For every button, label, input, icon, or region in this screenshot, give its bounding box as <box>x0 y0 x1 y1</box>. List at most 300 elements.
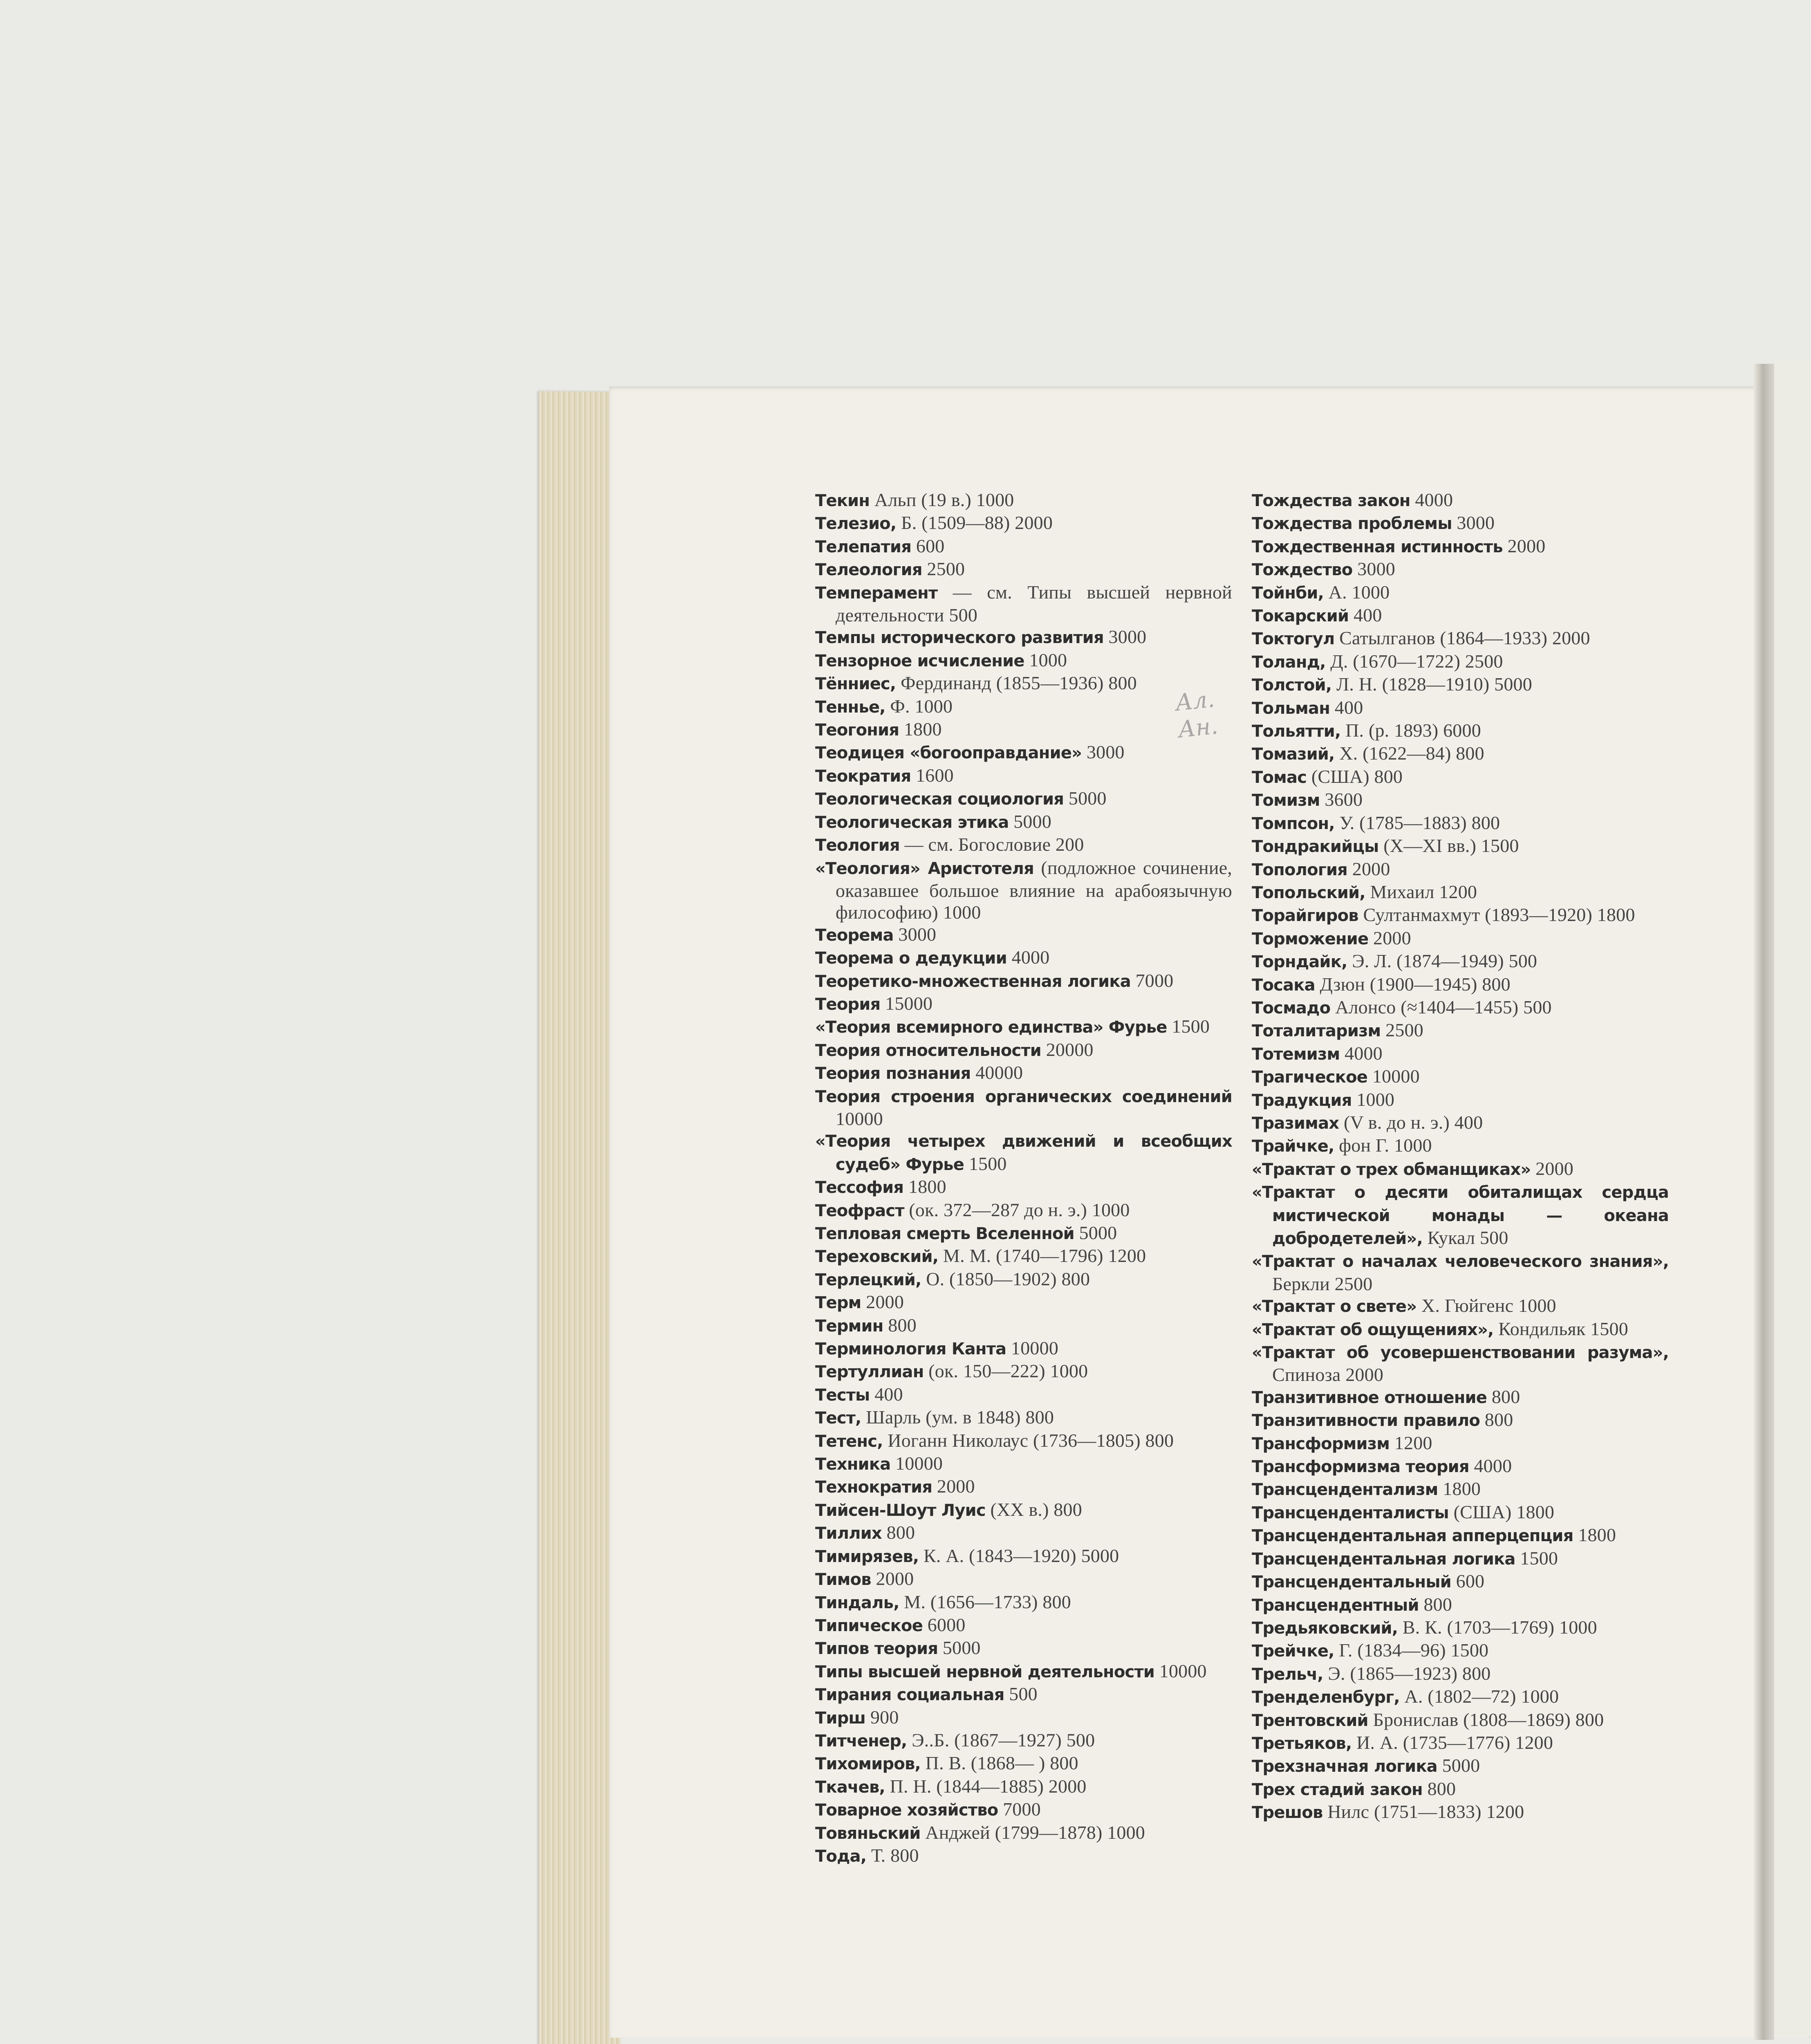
index-entry <box>1252 1709 1669 1732</box>
entry-term: Торможение <box>1252 929 1369 948</box>
entry-term: Трансцендентальный <box>1252 1573 1451 1592</box>
index-entry <box>815 1268 1232 1291</box>
index-entry <box>1252 1455 1669 1478</box>
entry-details: — см. Богословие 200 <box>904 834 1084 855</box>
entry-term: Тимов <box>815 1570 871 1589</box>
index-entry <box>815 512 1232 535</box>
entry-term: Теологическая социология <box>815 790 1064 809</box>
index-entry <box>1252 1570 1669 1593</box>
entry-details: 4000 <box>1345 1042 1383 1064</box>
entry-term: Титченер, <box>815 1731 907 1750</box>
entry-details: 2000 <box>876 1568 914 1589</box>
index-entry <box>815 1430 1232 1452</box>
next-page-edge <box>1774 360 1811 2036</box>
entry-term: Теодицея «богооправдание» <box>815 744 1082 763</box>
entry-term: Тимирязев, <box>815 1547 919 1566</box>
entry-details: Кукал 500 <box>1427 1227 1508 1248</box>
entry-details: 400 <box>1353 605 1382 626</box>
index-entry <box>815 1199 1232 1222</box>
index-entry <box>1252 1594 1669 1616</box>
entry-term: Трейчке, <box>1252 1642 1334 1661</box>
entry-term: Техника <box>815 1455 891 1474</box>
index-entry <box>1252 673 1669 696</box>
entry-term: Термин <box>815 1316 883 1336</box>
entry-details: фон Г. 1000 <box>1339 1135 1432 1156</box>
index-entry <box>815 811 1232 834</box>
entry-details: П. В. (1868— ) 800 <box>925 1753 1078 1774</box>
index-entry <box>815 1130 1232 1176</box>
entry-term: Трансценденталисты <box>1252 1503 1449 1522</box>
entry-term: Торндайк, <box>1252 953 1347 972</box>
index-entry <box>815 1775 1232 1798</box>
index-entry <box>815 1406 1232 1429</box>
entry-details: Г. (1834—96) 1500 <box>1339 1640 1489 1661</box>
entry-term: Тренделенбург, <box>1252 1688 1400 1707</box>
index-entry <box>815 1039 1232 1062</box>
entry-term: Тиндаль, <box>815 1593 899 1612</box>
entry-details: 800 <box>1427 1778 1456 1799</box>
entry-term: «Трактат о свете» <box>1252 1297 1417 1316</box>
entry-details: 400 <box>874 1383 903 1405</box>
entry-term: Транзитивности правило <box>1252 1411 1480 1430</box>
entry-term: Топольский, <box>1252 883 1365 902</box>
index-entry <box>815 1591 1232 1614</box>
entry-details: 1500 <box>1520 1547 1558 1569</box>
entry-term: «Трактат об усовершенствовании разума», <box>1252 1343 1669 1363</box>
entry-term: Трансцендентальная апперцепция <box>1252 1526 1573 1546</box>
entry-term: Телепатия <box>815 537 912 556</box>
index-entry <box>815 857 1232 923</box>
entry-term: Топология <box>1252 860 1348 879</box>
entry-details: 2000 <box>937 1476 975 1497</box>
index-entry <box>815 1798 1232 1821</box>
entry-details: 3000 <box>1108 626 1147 648</box>
entry-term: Товарное хозяйство <box>815 1801 998 1820</box>
entry-details: П. (р. 1893) 6000 <box>1345 720 1481 741</box>
entry-term: Тождество <box>1252 560 1353 580</box>
entry-details: А. 1000 <box>1328 581 1390 603</box>
book-gutter <box>1754 364 1774 2040</box>
entry-term: Традукция <box>1252 1091 1352 1110</box>
entry-details: 1000 <box>1356 1089 1395 1110</box>
index-entry <box>1252 1778 1669 1801</box>
index-entry <box>1252 835 1669 858</box>
entry-details: Х. (1622—84) 800 <box>1339 743 1484 764</box>
entry-term: Трансцендентный <box>1252 1596 1419 1615</box>
entry-term: Теннье, <box>815 697 885 717</box>
entry-details: 1800 <box>908 1176 946 1197</box>
index-entry <box>815 834 1232 856</box>
entry-term: Тосака <box>1252 975 1315 995</box>
index-entry <box>815 626 1232 649</box>
entry-term: Теория <box>815 995 881 1014</box>
entry-term: Темпы исторического развития <box>815 628 1104 648</box>
index-entry <box>815 970 1232 993</box>
entry-term: Терлецкий, <box>815 1270 921 1289</box>
entry-term: Тертуллиан <box>815 1363 924 1382</box>
entry-term: Темперамент <box>815 583 938 603</box>
index-entry <box>1252 1432 1669 1455</box>
entry-details: 800 <box>1423 1594 1452 1615</box>
entry-term: «Теория всемирного единства» Фурье <box>815 1018 1167 1037</box>
entry-term: Тереховский, <box>815 1247 939 1266</box>
entry-term: Тихомиров, <box>815 1755 921 1774</box>
index-entry <box>1252 697 1669 719</box>
entry-term: Торайгиров <box>1252 906 1358 926</box>
index-entry <box>815 1085 1232 1130</box>
entry-term: Тоталитаризм <box>1252 1022 1381 1041</box>
index-entry <box>815 1360 1232 1383</box>
entry-details: Иоганн Николаус (1736—1805) 800 <box>888 1430 1174 1451</box>
index-entry <box>815 1222 1232 1245</box>
index-entry <box>1252 1134 1669 1157</box>
index-entry <box>1252 1755 1669 1777</box>
entry-term: Трагическое <box>1252 1068 1368 1087</box>
entry-term: Тредьяковский, <box>1252 1618 1398 1638</box>
entry-term: «Трактат о началах человеческого знания», <box>1252 1252 1669 1271</box>
index-entry <box>815 1683 1232 1706</box>
entry-details: (X—XI вв.) 1500 <box>1383 835 1519 856</box>
index-entry <box>815 1245 1232 1268</box>
index-entry <box>1252 973 1669 996</box>
index-entry <box>815 1291 1232 1314</box>
entry-details: 10000 <box>836 1108 883 1129</box>
entry-details: 800 <box>1491 1386 1520 1407</box>
entry-term: Телеология <box>815 560 922 580</box>
entry-term: Тирш <box>815 1708 866 1728</box>
entry-details: 2000 <box>1352 858 1390 879</box>
entry-details: 3000 <box>1086 742 1125 763</box>
entry-details: 5000 <box>942 1637 981 1659</box>
entry-details: 5000 <box>1442 1755 1480 1776</box>
index-entry <box>815 1568 1232 1591</box>
entry-term: Токтогул <box>1252 630 1335 649</box>
entry-term: Типическое <box>815 1616 923 1635</box>
entry-details: — см. Типы высшей нервной деятельности 500 <box>836 581 1233 626</box>
entry-details: 15000 <box>885 993 933 1014</box>
entry-details: Султанмахмут (1893—1920) 1800 <box>1363 904 1635 926</box>
index-entry <box>815 1614 1232 1637</box>
index-entry <box>815 1845 1232 1867</box>
entry-term: Ткачев, <box>815 1777 885 1797</box>
entry-term: Типов теория <box>815 1639 938 1659</box>
entry-details: Шарль (ум. в 1848) 800 <box>866 1407 1054 1428</box>
index-entry <box>1252 881 1669 904</box>
entry-details: Б. (1509—88) 2000 <box>901 512 1053 533</box>
index-entry <box>1252 789 1669 811</box>
index-entry <box>815 649 1232 672</box>
index-entry <box>1252 719 1669 742</box>
entry-term: Теорема <box>815 926 894 945</box>
index-entry <box>815 581 1232 626</box>
entry-details: (США) 1800 <box>1453 1501 1555 1522</box>
index-entry <box>1252 581 1669 604</box>
entry-details: 6000 <box>927 1614 966 1635</box>
entry-details: М. (1656—1733) 800 <box>904 1591 1071 1612</box>
entry-term: Теория строения органических соединений <box>815 1087 1232 1106</box>
index-entry <box>1252 1295 1669 1318</box>
index-entry <box>1252 1318 1669 1341</box>
index-entry <box>1252 1639 1669 1662</box>
index-entry <box>815 741 1232 764</box>
entry-details: 900 <box>870 1706 899 1728</box>
entry-term: Тосмадо <box>1252 998 1331 1018</box>
index-entry <box>1252 558 1669 581</box>
entry-term: Трайчке, <box>1252 1137 1334 1156</box>
entry-details: А. (1802—72) 1000 <box>1404 1686 1559 1707</box>
entry-term: Тольман <box>1252 699 1330 718</box>
entry-details: Алонсо (≈1404—1455) 500 <box>1335 996 1552 1018</box>
entry-details: Ф. 1000 <box>890 695 953 717</box>
index-entry <box>1252 535 1669 558</box>
index-entry <box>815 1822 1232 1845</box>
entry-term: Томпсон, <box>1252 814 1335 833</box>
index-entry <box>815 923 1232 946</box>
index-entry <box>1252 650 1669 673</box>
entry-details: Л. Н. (1828—1910) 5000 <box>1336 674 1532 695</box>
index-entry <box>1252 1801 1669 1824</box>
entry-term: Телезио, <box>815 514 897 533</box>
entry-term: Тойнби, <box>1252 583 1324 603</box>
index-entry <box>815 672 1232 695</box>
entry-details: 1500 <box>1172 1016 1210 1037</box>
entry-term: Томас <box>1252 768 1307 787</box>
entry-term: Тотемизм <box>1252 1044 1340 1064</box>
index-entry <box>1252 512 1669 535</box>
entry-term: Теология <box>815 836 900 855</box>
entry-term: Тетенс, <box>815 1432 883 1451</box>
entry-term: Томизм <box>1252 791 1320 810</box>
entry-details: Спиноза 2000 <box>1272 1364 1384 1385</box>
entry-details: 4000 <box>1011 947 1050 968</box>
entry-details: Э. (1865—1923) 800 <box>1328 1663 1491 1684</box>
entry-term: Теологическая этика <box>815 813 1009 832</box>
entry-details: (ок. 372—287 до н. э.) 1000 <box>909 1199 1130 1220</box>
index-entry <box>1252 927 1669 950</box>
index-entry <box>1252 1478 1669 1501</box>
entry-details: М. М. (1740—1796) 1200 <box>943 1245 1146 1266</box>
entry-details: Кондильяк 1500 <box>1498 1318 1628 1339</box>
entry-details: 2500 <box>927 558 965 580</box>
index-entry <box>1252 489 1669 512</box>
index-entry <box>815 558 1232 581</box>
entry-term: Трельч, <box>1252 1665 1323 1684</box>
entry-details: Сатылганов (1864—1933) 2000 <box>1339 628 1590 649</box>
entry-details: (V в. до н. э.) 400 <box>1343 1112 1483 1133</box>
entry-details: О. (1850—1902) 800 <box>926 1268 1090 1289</box>
entry-term: Тода, <box>815 1847 867 1866</box>
entry-term: Тольятти, <box>1252 722 1341 741</box>
index-entry <box>815 1452 1232 1475</box>
index-entry <box>815 489 1232 512</box>
index-entry <box>1252 1158 1669 1181</box>
entry-details: 600 <box>916 535 945 556</box>
entry-term: Тест, <box>815 1409 861 1428</box>
entry-term: «Трактат о трех обманщиках» <box>1252 1160 1531 1179</box>
entry-term: Трансцендентальная логика <box>1252 1549 1515 1569</box>
entry-details: У. (1785—1883) 800 <box>1339 812 1500 833</box>
entry-details: 1800 <box>1578 1524 1616 1546</box>
entry-term: Типы высшей нервной деятельности <box>815 1662 1155 1681</box>
entry-details: Бронислав (1808—1869) 800 <box>1373 1709 1604 1730</box>
page-edges <box>539 391 621 2044</box>
entry-details: 2000 <box>1507 535 1546 556</box>
entry-details: 2500 <box>1385 1020 1423 1041</box>
entry-term: «Теория четырех движений и всеобщих судеб» Фурье <box>815 1132 1232 1174</box>
entry-term: Тразимах <box>1252 1114 1339 1133</box>
index-entry <box>1252 1685 1669 1708</box>
entry-term: Транзитивное отношение <box>1252 1388 1487 1407</box>
index-entry <box>1252 812 1669 835</box>
entry-details: Х. Гюйгенс 1000 <box>1421 1295 1556 1316</box>
entry-term: Текин <box>815 491 870 510</box>
entry-term: Трансформизма теория <box>1252 1457 1469 1477</box>
entry-term: Трешов <box>1252 1803 1323 1822</box>
entry-term: Тиллих <box>815 1524 882 1543</box>
entry-details: 4000 <box>1474 1455 1512 1477</box>
index-entry <box>1252 1501 1669 1524</box>
entry-term: Толстой, <box>1252 676 1332 695</box>
entry-details: П. Н. (1844—1885) 2000 <box>890 1775 1087 1797</box>
entry-details: (подложное сочинение, оказавшее большое влияние на арабоязычную философию) 1000 <box>836 857 1233 923</box>
entry-details: Анджей (1799—1878) 1000 <box>925 1822 1145 1843</box>
index-entry <box>1252 1112 1669 1134</box>
index-entry <box>815 1337 1232 1360</box>
entry-details: Беркли 2500 <box>1272 1273 1373 1294</box>
entry-details: 800 <box>886 1522 915 1543</box>
entry-term: Технократия <box>815 1478 932 1497</box>
entry-term: Толанд, <box>1252 652 1326 672</box>
right-column <box>1252 489 1669 1824</box>
entry-details: 2000 <box>866 1291 904 1313</box>
index-entry <box>1252 1386 1669 1409</box>
index-entry <box>815 993 1232 1015</box>
entry-details: 7000 <box>1003 1799 1041 1820</box>
index-entry <box>815 1314 1232 1337</box>
entry-term: «Трактат об ощущениях», <box>1252 1320 1494 1339</box>
entry-details: 1800 <box>903 719 942 740</box>
index-entry <box>815 787 1232 810</box>
entry-term: Теократия <box>815 766 911 786</box>
entry-term: Трансформизм <box>1252 1434 1390 1453</box>
entry-details: 600 <box>1456 1571 1485 1592</box>
entry-term: Тождества закон <box>1252 491 1410 510</box>
entry-details: 5000 <box>1068 788 1107 809</box>
entry-details: Дзюн (1900—1945) 800 <box>1320 973 1511 995</box>
entry-term: Тённиес, <box>815 675 896 694</box>
index-entry <box>815 1729 1232 1752</box>
entry-term: Тензорное исчисление <box>815 651 1024 670</box>
entry-details: Нилс (1751—1833) 1200 <box>1327 1801 1524 1822</box>
entry-details: 3600 <box>1325 789 1363 810</box>
entry-details: 5000 <box>1079 1222 1117 1243</box>
entry-details: 800 <box>1484 1409 1513 1430</box>
entry-term: Томазий, <box>1252 745 1335 764</box>
entry-term: «Теология» Аристотеля <box>815 859 1034 878</box>
entry-details: 20000 <box>1046 1039 1094 1060</box>
index-entry <box>1252 904 1669 927</box>
entry-term: «Трактат о десяти обиталищах сердца мистической монады — океана добродетелей», <box>1252 1183 1669 1248</box>
entry-term: Тийсен-Шоут Луис <box>815 1501 986 1520</box>
entry-details: 5000 <box>1013 811 1052 832</box>
entry-details: 1600 <box>916 764 954 786</box>
index-entry <box>1252 742 1669 765</box>
index-entry <box>815 1522 1232 1544</box>
index-entry <box>1252 1065 1669 1088</box>
entry-term: Трех стадий закон <box>1252 1780 1423 1799</box>
entry-details: К. А. (1843—1920) 5000 <box>923 1545 1119 1566</box>
index-entry <box>1252 1089 1669 1112</box>
index-entry <box>1252 858 1669 881</box>
index-entry <box>815 1660 1232 1683</box>
entry-details: 800 <box>888 1314 917 1336</box>
index-entry <box>1252 950 1669 973</box>
index-entry <box>1252 766 1669 789</box>
index-entry <box>1252 1616 1669 1639</box>
entry-details: 400 <box>1334 697 1363 718</box>
index-entry <box>1252 1524 1669 1547</box>
entry-term: Токарский <box>1252 607 1349 626</box>
entry-details: Э. Л. (1874—1949) 500 <box>1352 950 1538 972</box>
index-entry <box>1252 604 1669 627</box>
index-entry <box>815 1706 1232 1729</box>
entry-details: Михаил 1200 <box>1370 881 1477 902</box>
entry-details: 3000 <box>1457 512 1495 533</box>
index-entry <box>1252 1019 1669 1042</box>
entry-details: Д. (1670—1722) 2500 <box>1330 650 1503 672</box>
entry-term: Теогония <box>815 721 899 740</box>
index-entry <box>815 764 1232 787</box>
entry-term: Тесты <box>815 1385 870 1405</box>
index-entry <box>1252 1732 1669 1755</box>
entry-details: (США) 800 <box>1311 766 1403 787</box>
entry-details: 10000 <box>1011 1338 1059 1359</box>
index-entry <box>815 1752 1232 1775</box>
entry-details: 10000 <box>1159 1660 1207 1681</box>
entry-term: Тирания социальная <box>815 1685 1004 1705</box>
entry-term: Теорема о дедукции <box>815 949 1007 968</box>
index-entry <box>815 1475 1232 1498</box>
entry-details: Т. 800 <box>871 1845 919 1866</box>
entry-details: 2000 <box>1535 1158 1573 1179</box>
entry-details: 1500 <box>968 1153 1007 1174</box>
entry-details: 7000 <box>1135 970 1174 991</box>
entry-details: 1200 <box>1394 1432 1432 1453</box>
index-entry <box>815 718 1232 741</box>
entry-term: Тождества проблемы <box>1252 514 1452 533</box>
entry-term: Товяньский <box>815 1824 921 1843</box>
index-entry <box>815 1176 1232 1199</box>
entry-term: Теоретико-множественная логика <box>815 972 1131 991</box>
entry-details: 500 <box>1009 1683 1038 1705</box>
entry-details: Э..Б. (1867—1927) 500 <box>912 1729 1095 1750</box>
entry-details: 2000 <box>1373 927 1411 948</box>
index-entry <box>1252 1250 1669 1295</box>
entry-term: Тепловая смерть Вселенной <box>815 1224 1074 1243</box>
index-entry <box>1252 1341 1669 1386</box>
entry-term: Трехзначная логика <box>1252 1757 1437 1776</box>
index-entry <box>815 946 1232 969</box>
entry-details: 10000 <box>895 1453 943 1474</box>
entry-term: Теория относительности <box>815 1041 1042 1060</box>
entry-details: И. А. (1735—1776) 1200 <box>1356 1732 1553 1753</box>
index-entry <box>1252 1042 1669 1065</box>
index-entry <box>815 695 1232 718</box>
index-entry <box>815 1015 1232 1038</box>
index-entry <box>1252 1181 1669 1250</box>
entry-details: Альп (19 в.) 1000 <box>874 489 1014 510</box>
entry-details: (ок. 150—222) 1000 <box>928 1360 1088 1382</box>
